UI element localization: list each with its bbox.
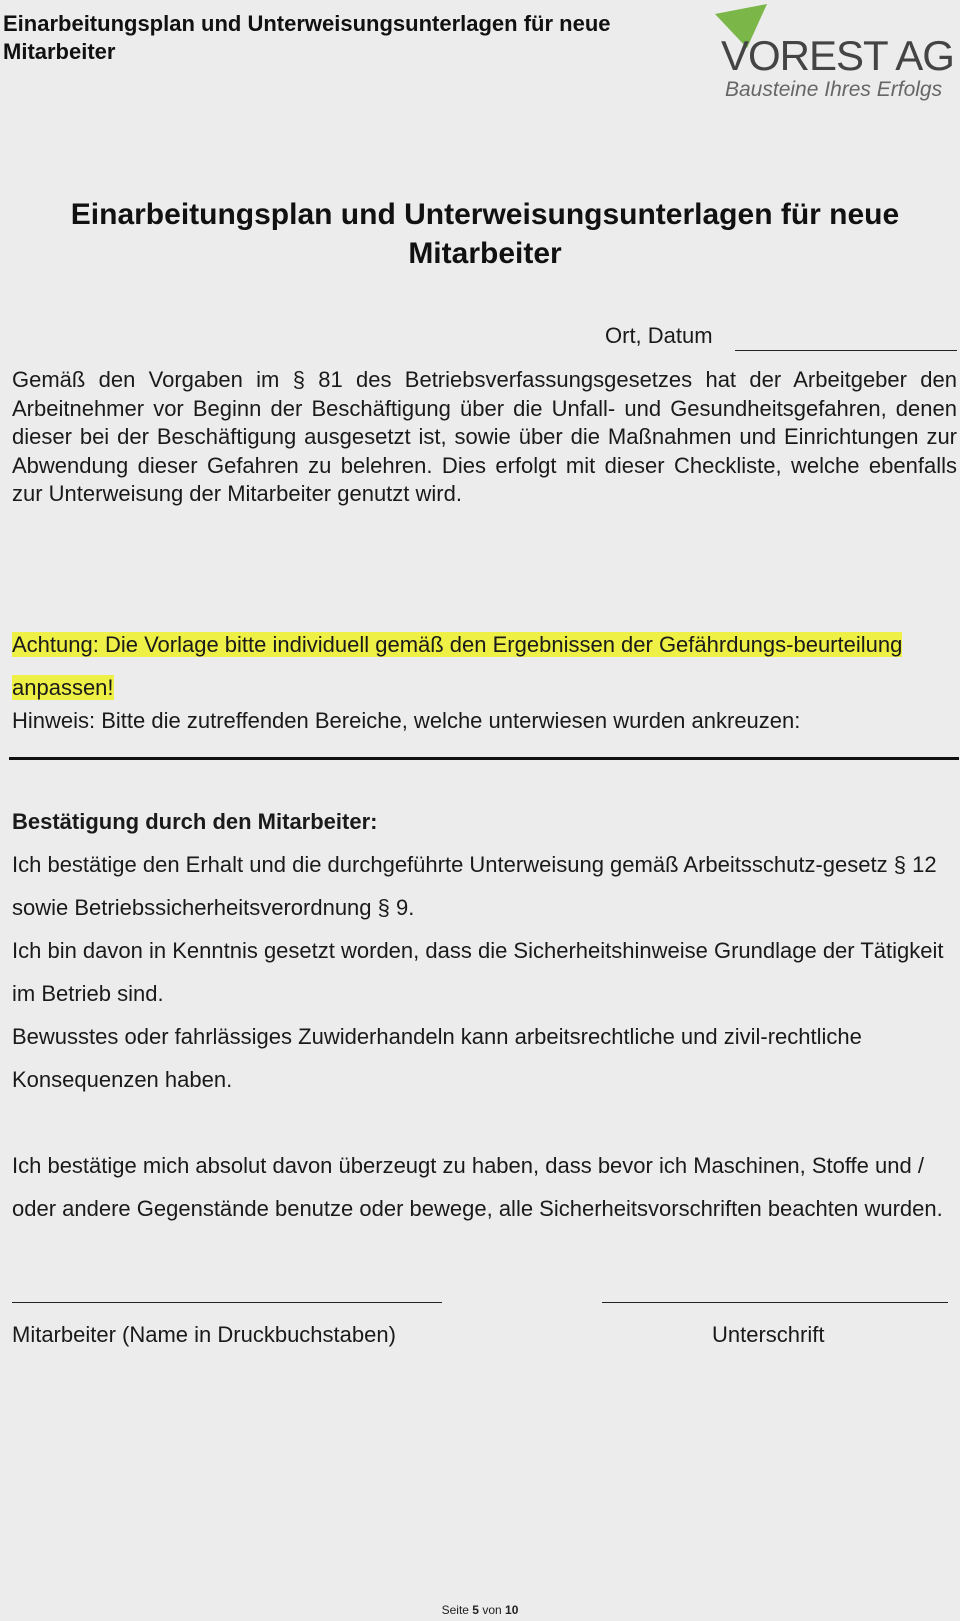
footer-separator: von <box>482 1603 502 1617</box>
signature-line <box>602 1302 948 1303</box>
place-date-line <box>735 350 957 351</box>
section-divider <box>9 757 959 760</box>
confirmation-paragraph-1: Ich bestätige den Erhalt und die durchgeführte Unterweisung gemäß Arbeitsschutz-gesetz § 12 sowie Betriebssicherheitsverordnung § 9. <box>12 852 937 920</box>
employee-name-line <box>12 1302 442 1303</box>
confirmation-paragraph-2: Ich bin davon in Kenntnis gesetzt worden, dass die Sicherheitshinweise Grundlage der Tätigkeit im Betrieb sind. <box>12 938 944 1006</box>
intro-paragraph: Gemäß den Vorgaben im § 81 des Betriebsverfassungsgesetzes hat der Arbeitgeber den Arbeitnehmer vor Beginn der Beschäftigung über die Unfall- und Gesundheitsgefahren, denen dieser bei der Beschäftigung ausgesetzt ist, sowie über die Maßnahmen und Einrichtungen zur Abwendung dieser Gefahren zu belehren. Dies erfolgt mit dieser Checkliste, welche ebenfalls zur Unterweisung der Mitarbeiter genutzt wird. <box>12 367 957 506</box>
signature-label: Unterschrift <box>712 1322 825 1347</box>
document-title: Einarbeitungsplan und Unterweisungsunterlagen für neue Mitarbeiter <box>70 198 900 270</box>
logo-tagline: Bausteine Ihres Erfolgs <box>725 78 943 101</box>
footer-page-total: 10 <box>505 1603 519 1617</box>
logo-name: VOREST AG <box>721 32 954 79</box>
hint-text: Hinweis: Bitte die zutreffenden Bereiche, welche unterwiesen wurden ankreuzen: <box>12 708 801 733</box>
warning-note <box>12 623 957 709</box>
page-footer <box>0 1603 960 1617</box>
warning-text: Achtung: Die Vorlage bitte individuell gemäß den Ergebnissen der Gefährdungs-beurteilung anpassen! <box>12 632 903 700</box>
confirmation-heading: Bestätigung durch den Mitarbeiter: <box>12 809 378 834</box>
confirmation-section <box>12 800 957 1230</box>
confirmation-paragraph-4: Ich bestätige mich absolut davon überzeugt zu haben, dass bevor ich Maschinen, Stoffe und / oder andere Gegenstände benutze oder bewege, alle Sicherheitsvorschriften beachten wurden. <box>12 1153 943 1221</box>
footer-prefix: Seite <box>441 1603 469 1617</box>
place-date-label: Ort, Datum <box>605 323 713 348</box>
confirmation-paragraph-3: Bewusstes oder fahrlässiges Zuwiderhandeln kann arbeitsrechtliche und zivil-rechtliche Konsequenzen haben. <box>12 1024 862 1092</box>
company-logo <box>715 4 960 104</box>
header-title: Einarbeitungsplan und Unterweisungsunterlagen für neue Mitarbeiter <box>3 11 611 64</box>
footer-page-number: 5 <box>472 1603 479 1617</box>
employee-name-label: Mitarbeiter (Name in Druckbuchstaben) <box>12 1322 396 1347</box>
